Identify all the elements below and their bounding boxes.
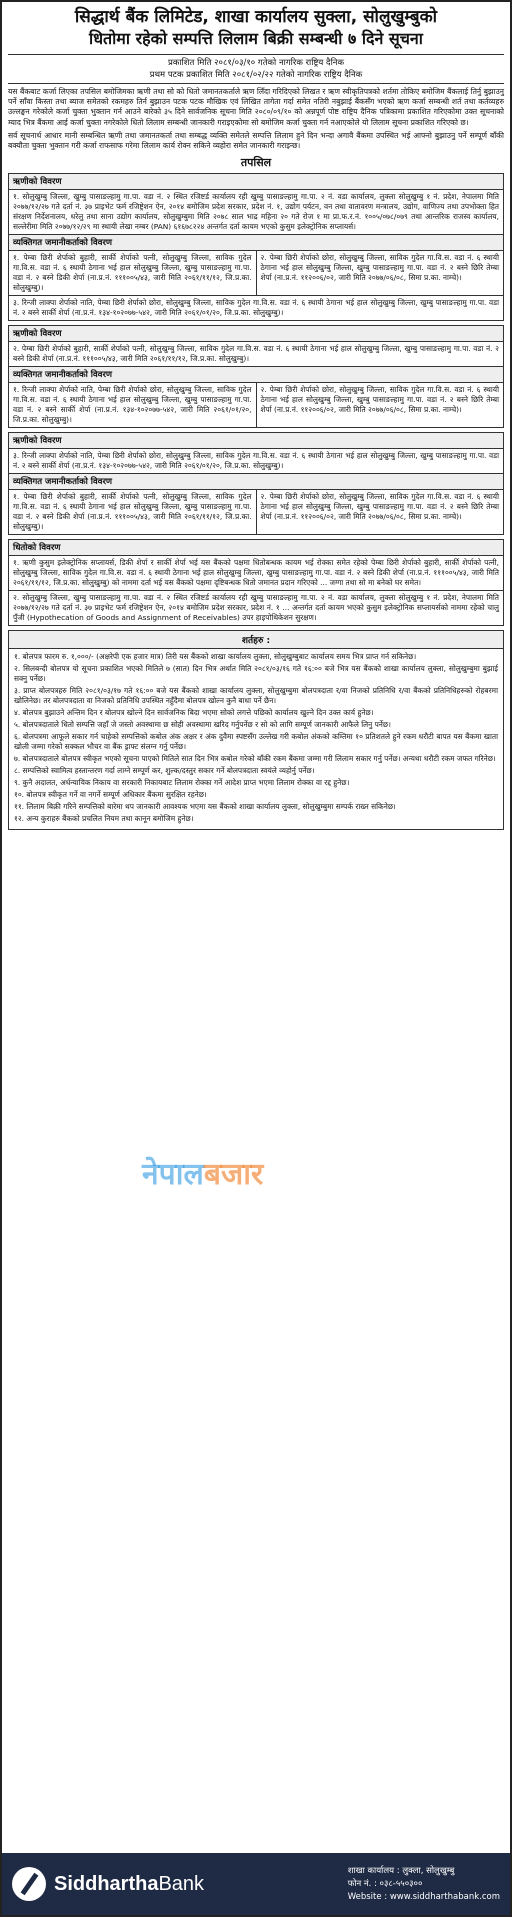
siddhartha-logo-icon (12, 1867, 46, 1901)
condition-item: १०. बोलपत्र स्वीकृत गर्ने वा नगर्ने सम्पूर्ण अधिकार बैंकमा सुरक्षित रहनेछ। (14, 790, 207, 800)
header-title-line-1: सिद्धार्थ बैंक लिमिटेड, शाखा कार्यालय सुक्ला, सोलुखुम्बुको (74, 7, 438, 27)
branch-contact (348, 1865, 500, 1904)
collateral-item: १. ऋणी कुसुम इलेक्ट्रोनिक सप्लायर्स, डिकी शेर्पा र सार्की शेर्पा भई यस बैंकको पक्षमा धितोबन्धक कायम भई रोक्का समेत रहेको पेम्बा छिरी शेर्पाको बुहारी, सार्की शेर्पाको पत्नी, सोलुखुम्बु जिल्ला, साविक गुदेल गा.वि.स. वडा नं. ६ स्थायी ठेगाना भई हाल सोलुखुम्बु जिल्ला, खुम्बु पासाङल्हामु गा.पा. वडा नं. २ बस्ने डिकी शेर्पा (ना.प्र.नं. १११००५/४३, जारी मिति २०६१/११/१२, जि.प्र.का. सोलुखुम्बु) को नाममा दर्ता भई यस बैंकको पक्षमा दृष्टिबन्धक धितो जमानत प्रदान गरिएको ... जग्गा तथा सो मा बनेको घर समेत। (9, 556, 504, 591)
notice-header (8, 6, 504, 55)
guarantor-details: १. रिन्जी लाक्पा शेर्पाको नाति, पेम्बा छिरी शेर्पाको छोरा, सोलुखुम्बु जिल्ला, साविक गुदेल गा.वि.स. वडा नं. ६ स्थायी ठेगाना भई हाल सोलुखुम्बु जिल्ला, खुम्बु पासाङल्हामु गा.पा. वडा नं. २ बस्ने सार्की शेर्पा (ना.प्र.नं. १३४-१०२०७७-५४२, जारी मिति २०६१/०१/२०, जि.प्र.का. सोलुखुम्बु)। (9, 383, 257, 428)
bank-website: Website : www.siddharthabank.com (347, 1891, 500, 1902)
publication-info (8, 55, 504, 84)
condition-item: ३. प्राप्त बोलपत्रहरु मिति २०८१/०३/१७ गते १६:०० बजे यस बैंकको शाखा कार्यालय लुक्ला, सोलुखुम्बुमा बोलपत्रदाता र/वा निजको प्रतिनिधि र/वा बैंकको प्रतिनिधिहरुको रोहबरमा खोलिनेछ। तर बोलपत्रदाता वा निजको प्रतिनिधि उपस्थित नहुँदैमा बोलपत्र खोल्न कुनै बाधा पर्ने छैन। (14, 686, 498, 706)
bank-brand (12, 1867, 204, 1901)
condition-item: ४. बोलपत्र बुझाउने अन्तिम दिन र बोलपत्र खोल्ने दिन सार्वजनिक बिदा भएमा सोको लगत्ते पछिको कार्यालय खुल्ने दिन उक्त कार्य हुनेछ। (14, 708, 374, 718)
bank-name-bold: Siddhartha (54, 1872, 159, 1895)
borrower-table-1 (8, 173, 504, 321)
borrower-heading: ऋणीको विवरण (9, 433, 504, 449)
watermark-part-2: बजार (203, 1157, 264, 1192)
borrower-details: ३. रिन्जी लाक्पा शेर्पाको नाति, पेम्बा छिरी शेर्पाको छोरा, सोलुखुम्बु जिल्ला, साविक गुदेल गा.वि.स. वडा नं. ६ स्थायी ठेगाना भई हाल सोलुखुम्बु जिल्ला, खुम्बु पासाङल्हामु गा.पा. वडा नं. २ बस्ने सार्की शेर्पा (ना.प्र.नं. १३४-१०२०७७-५४२, जारी मिति २०६१/०१/२०, जि.प्र.का. सोलुखुम्बु)। (9, 449, 504, 474)
conditions-list (8, 649, 504, 830)
condition-item: २. सिलबन्दी बोलपत्र यो सूचना प्रकाशित भएको मितिले ७ (सात) दिन भित्र अर्थात मिति २०८१/०३/१६ गते १६:०० बजे भित्र यस बैंकको शाखा कार्यालय लुक्ला, सोलुखुम्बुमा बुझाई सक्नु पर्नेछ। (14, 664, 498, 684)
watermark-part-1: नेपाल (142, 1157, 204, 1192)
condition-item: ९. कुनै अदालत, अर्धन्यायिक निकाय वा सरकारी निकायबाट लिलाम रोक्का गर्ने आदेश प्राप्त भएमा लिलाम रोक्का वा रद्द हुनेछ। (14, 778, 350, 788)
borrower-heading: ऋणीको विवरण (9, 174, 504, 190)
branch-office: शाखा कार्यालय : लुक्ला, सोलुखुम्बु (347, 1865, 455, 1876)
borrower-details: २. पेम्बा छिरी शेर्पाको बुहारी, सार्की शेर्पाको पत्नी, सोलुखुम्बु जिल्ला, साविक गुदेल गा.वि.स. वडा नं. ६ स्थायी ठेगाना भई हाल सोलुखुम्बु जिल्ला, खुम्बु पासाङल्हामु गा.पा. वडा नं. २ बस्ने डिकी शेर्पा (ना.प्र.नं. १११००५/४३, जारी मिति २०६१/११/१२, जि.प्र.का. सोलुखुम्बु)। (9, 342, 504, 367)
guarantor-details: १. पेम्बा छिरी शेर्पाको बुहारी, सार्की शेर्पाको पत्नी, सोलुखुम्बु जिल्ला, साविक गुदेल गा.वि.स. वडा नं. ६ स्थायी ठेगाना भई हाल सोलुखुम्बु जिल्ला, खुम्बु पासाङल्हामु गा.पा. वडा नं. २ बस्ने डिकी शेर्पा (ना.प्र.नं. १११००५/४३, जारी मिति २०६१/११/१२, जि.प्र.का. सोलुखुम्बु)। (9, 251, 257, 296)
condition-item: १. बोलपत्र फारम रु. १,०००/- (अक्षरेपी एक हजार मात्र) तिरी यस बैंकको शाखा कार्यालय लुक्ला, सोलुखुम्बुबाट कार्यालय समय भित्र प्राप्त गर्न सकिनेछ। (14, 652, 417, 662)
bank-name-thin: Bank (158, 1872, 205, 1895)
guarantor-details: २. पेम्बा छिरी शेर्पाको छोरा, सोलुखुम्बु जिल्ला, साविक गुदेल गा.वि.स. वडा नं. ६ स्थायी ठेगाना भई हाल सोलुखुम्बु जिल्ला, खुम्बु पासाङल्हामु गा.पा. वडा नं. २ बस्ने छिरि तेम्बा शेर्पा (ना.प्र.नं. ११२००६/०२, जारी मिति २०७७/०६/०८, सिमा प्र.का. नाम्चे)। (256, 383, 504, 428)
tapsil-title: तपसिल (240, 156, 272, 170)
bank-footer (2, 1853, 510, 1915)
bank-name (54, 1873, 204, 1896)
borrower-heading: ऋणीको विवरण (9, 326, 504, 342)
guarantor-details: २. पेम्बा छिरी शेर्पाको छोरा, सोलुखुम्बु जिल्ला, साविक गुदेल गा.वि.स. वडा नं. ६ स्थायी ठेगाना भई हाल सोलुखुम्बु जिल्ला, खुम्बु पासाङल्हामु गा.पा. वडा नं. २ बस्ने छिरि तेम्बा शेर्पा (ना.प्र.नं. ११२००६/०२, जारी मिति २०७७/०६/०८, सिमा प्र.का. नाम्चे)। (256, 490, 504, 535)
branch-phone: फोन नं. : ०३८-५५०३०० (347, 1878, 423, 1889)
condition-item: ८. सम्पत्तिको स्वामित्व हस्तान्तरण गर्दा लाग्ने सम्पूर्ण कर, शुल्क/दस्तुर सकार गर्ने बोलपत्रदाता स्वयंले व्यहोर्नु पर्नेछ। (14, 766, 315, 776)
condition-item: १२. अन्य कुराहरु बैंकको प्रचलित नियम तथा कानून बमोजिम हुनेछ। (14, 814, 194, 824)
condition-item: ७. बोलपत्रदाताले बोलपत्र स्वीकृत भएको सूचना पाएको मितिले सात दिन भित्र कबोल गरेको बाँकी रकम बैंकमा जम्मा गरी लिलाम सकार गर्नु पर्नेछ। अन्यथा धरौटी रकम जफत गरिनेछ। (14, 754, 496, 764)
condition-item: ५. बोलपत्रदाताले धितो सम्पत्ति जहाँ जे जस्तो अवस्थामा छ सोही अवस्थामा खरिद गर्नुपर्नेछ र सो को लागि सम्पूर्ण जानकारी आफैले लिनु पर्नेछ। (14, 720, 391, 730)
news-watermark (142, 1152, 263, 1193)
borrower-table-2 (8, 325, 504, 428)
intro-paragraph-2: सर्व सूचनार्थ आधार मानी सम्बन्धित ऋणी तथा जमानतकर्ता तथा सम्बद्ध व्यक्ति समेतले सम्पत्ति लिलाम हुने दिन भन्दा अगावै बैंकमा उपस्थित भई आफ्नो बुझाउनु पर्ने सम्पूर्ण बाँकी बक्यौता चुक्ता भुक्तान गरी कर्जा राफसाफ गरेमा लिलाम कार्य रोक्न सकिने व्यहोरा समेत जानकारी गराइन्छ। (8, 130, 504, 151)
guarantor-heading: व्यक्तिगत जमानीकर्ताको विवरण (9, 367, 504, 383)
guarantor-details: १. पेम्बा छिरी शेर्पाको बुहारी, सार्की शेर्पाको पत्नी, सोलुखुम्बु जिल्ला, साविक गुदेल गा.वि.स. वडा नं. ६ स्थायी ठेगाना भई हाल सोलुखुम्बु जिल्ला, खुम्बु पासाङल्हामु गा.पा. वडा नं. २ बस्ने डिकी शेर्पा (ना.प्र.नं. १११००५/४३, जारी मिति २०६१/११/१२, जि.प्र.का. सोलुखुम्बु)। (9, 490, 257, 535)
borrower-details: १. सोलुखुम्बु जिल्ला, खुम्बु पासाङल्हामु गा.पा. वडा नं. २ स्थित रजिष्टर्ड कार्यालय रही खुम्बु पासाङल्हामु गा.पा. २ नं. वडा कार्यालय, लुक्ला सोलुखुम्बु १ नं. प्रदेश, नेपालमा मिति २०७७/१२/२७ गते दर्ता नं. ३७ प्राइभेट फर्म रजिष्ट्रेशन ऐन, २०१४ बमोजिम प्रदेश सरकार, प्रदेश नं. १, उद्योग पर्यटन, वन तथा वातावरण मन्त्रालय, उद्योग, वाणिज्य तथा उपभोक्ता हित संरक्षण निर्देशनालय, धरेलु तथा साना उद्योग कार्यालय, सोलुखुम्बुमा मिति २०७८ साल भाद्र महिना २० गते रोज १ मा प्रा.फ.र.नं. १००५/०७८/०७९ तथा आन्तरिक राजस्व कार्यालय, सल्लेरीमा मिति २०७७/१२/२९ मा स्थायी लेखा नम्बर (PAN) ६१६७८२२४ अन्तर्गत दर्ता कायम भएको कुसुम इलेक्ट्रोनिक सप्लायर्स। (9, 190, 504, 235)
header-title-line-2: धितोमा रहेको सम्पत्ति लिलाम बिक्री सम्बन्धी ७ दिने सूचना (89, 29, 423, 48)
guarantor-heading: व्यक्तिगत जमानीकर्ताको विवरण (9, 474, 504, 490)
collateral-item: २. सोलुखुम्बु जिल्ला, खुम्बु पासाङल्हामु गा.पा. वडा नं. २ स्थित रजिष्टर्ड कार्यालय रही खुम्बु पासाङल्हामु गा.पा. २ नं. वडा कार्यालय, लुक्ला सोलुखुम्बु १ नं. प्रदेश, नेपालमा मिति २०७७/१२/२७ गते दर्ता नं. ३७ प्राइभेट फर्म रजिष्ट्रेशन ऐन, २०१४ बमोजिम प्रदेश सरकार, प्रदेश नं. १ ... अन्तर्गत दर्ता कायम भएको कुसुम इलेक्ट्रोनिक सप्लायर्सको नाममा रहेको चालु पुँजी (Hypothecation of Goods and Assignment of Receivables) उपर हाइपोथिकेशन सुरक्षण। (9, 591, 504, 626)
borrower-table-3 (8, 432, 504, 535)
conditions-heading: शर्तहरु : (8, 630, 504, 649)
first-publication: प्रथम पटक प्रकाशित मिति २०८१/०२/२२ गतेको नागरिक राष्ट्रिय दैनिक (149, 70, 363, 80)
guarantor-details: ३. रिन्जी लाक्पा शेर्पाको नाति, पेम्बा छिरी शेर्पाको छोरा, सोलुखुम्बु जिल्ला, साविक गुदेल गा.वि.स. वडा नं. ६ स्थायी ठेगाना भई हाल सोलुखुम्बु जिल्ला, खुम्बु पासाङल्हामु गा.पा. वडा नं. २ बस्ने सार्की शेर्पा (ना.प्र.नं. १३४-१०२०७७-५४२, जारी मिति २०६१/०१/२०, जि.प्र.का. सोलुखुम्बु)। (9, 296, 504, 321)
collateral-heading: धितोको विवरण (9, 540, 504, 556)
second-publication: प्रकाशित मिति २०८१/०३/१० गतेको नागरिक राष्ट्रिय दैनिक (167, 58, 345, 68)
guarantor-details: २. पेम्बा छिरी शेर्पाको छोरा, सोलुखुम्बु जिल्ला, साविक गुदेल गा.वि.स. वडा नं. ६ स्थायी ठेगाना भई हाल सोलुखुम्बु जिल्ला, खुम्बु पासाङल्हामु गा.पा. वडा नं. २ बस्ने छिरि तेम्बा शेर्पा (ना.प्र.नं. ११२००६/०२, जारी मिति २०७७/०६/०८, सिमा प्र.का. नाम्चे)। (256, 251, 504, 296)
intro-paragraph: यस बैंकबाट कर्जा लिएका तपसिल बमोजिमका ऋणी तथा सो को धितो जमानतकर्ताले ऋण लिँदा गरिदिएको लिखत र ऋण स्वीकृतिपत्रको शर्तमा तोकिए बमोजिम बैंकलाई तिर्नु बुझाउनु पर्ने साँवा किस्ता तथा ब्याज समेतको रकमहरु तिर्न बुझाउन पटक पटक मौखिक एवं लिखित तागेता गर्दा समेत नतिरी नबुझाई बैंकसँग भएको ऋण कर्जा सम्बन्धी शर्त तथा कर्तव्यहरु उल्लङ्घन गरेकोले कर्जा चुक्ता भुक्तान गर्न आउने बारेको ३५ दिने सार्वजनिक सूचना मिति २०८०/०९/१० को अन्नपूर्ण पोष्ट राष्ट्रिय दैनिक पत्रिकामा प्रकाशित गरिएकोमा उक्त सूचनाको म्याद भित्र बैंकमा आई कर्जा चुक्ता नगरेकोले धितो लिलाम सम्बन्धी जानकारी गराइएकोमा सो बमोजिम कर्जा चुक्ता गर्न नआएकोले यो लिलाम सूचना प्रकाशित गरिएको छ। (8, 87, 504, 127)
condition-item: ६. बोलपत्रमा आफूले सकार गर्न चाहेको सम्पत्तिको कबोल अंक अक्षर र अंक दुवैमा स्पष्टसँग उल्लेख गरी कबोल अंकको कम्तिमा १० प्रतिशतले हुने रकम धरौटी बापत यस बैंकमा खाता खोली जम्मा गरेको सक्कल भौचर वा बैंक ड्राफ्ट संलग्न गर्नु पर्नेछ। (14, 732, 498, 752)
condition-item: ११. लिलाम बिक्री गरिने सम्पत्तिको बारेमा थप जानकारी आवश्यक भएमा यस बैंकको शाखा कार्यालय लुक्ला, सोलुखुम्बुमा सम्पर्क राख्न सकिनेछ। (14, 802, 396, 812)
guarantor-heading: व्यक्तिगत जमानीकर्ताको विवरण (9, 235, 504, 251)
collateral-table (8, 539, 504, 626)
